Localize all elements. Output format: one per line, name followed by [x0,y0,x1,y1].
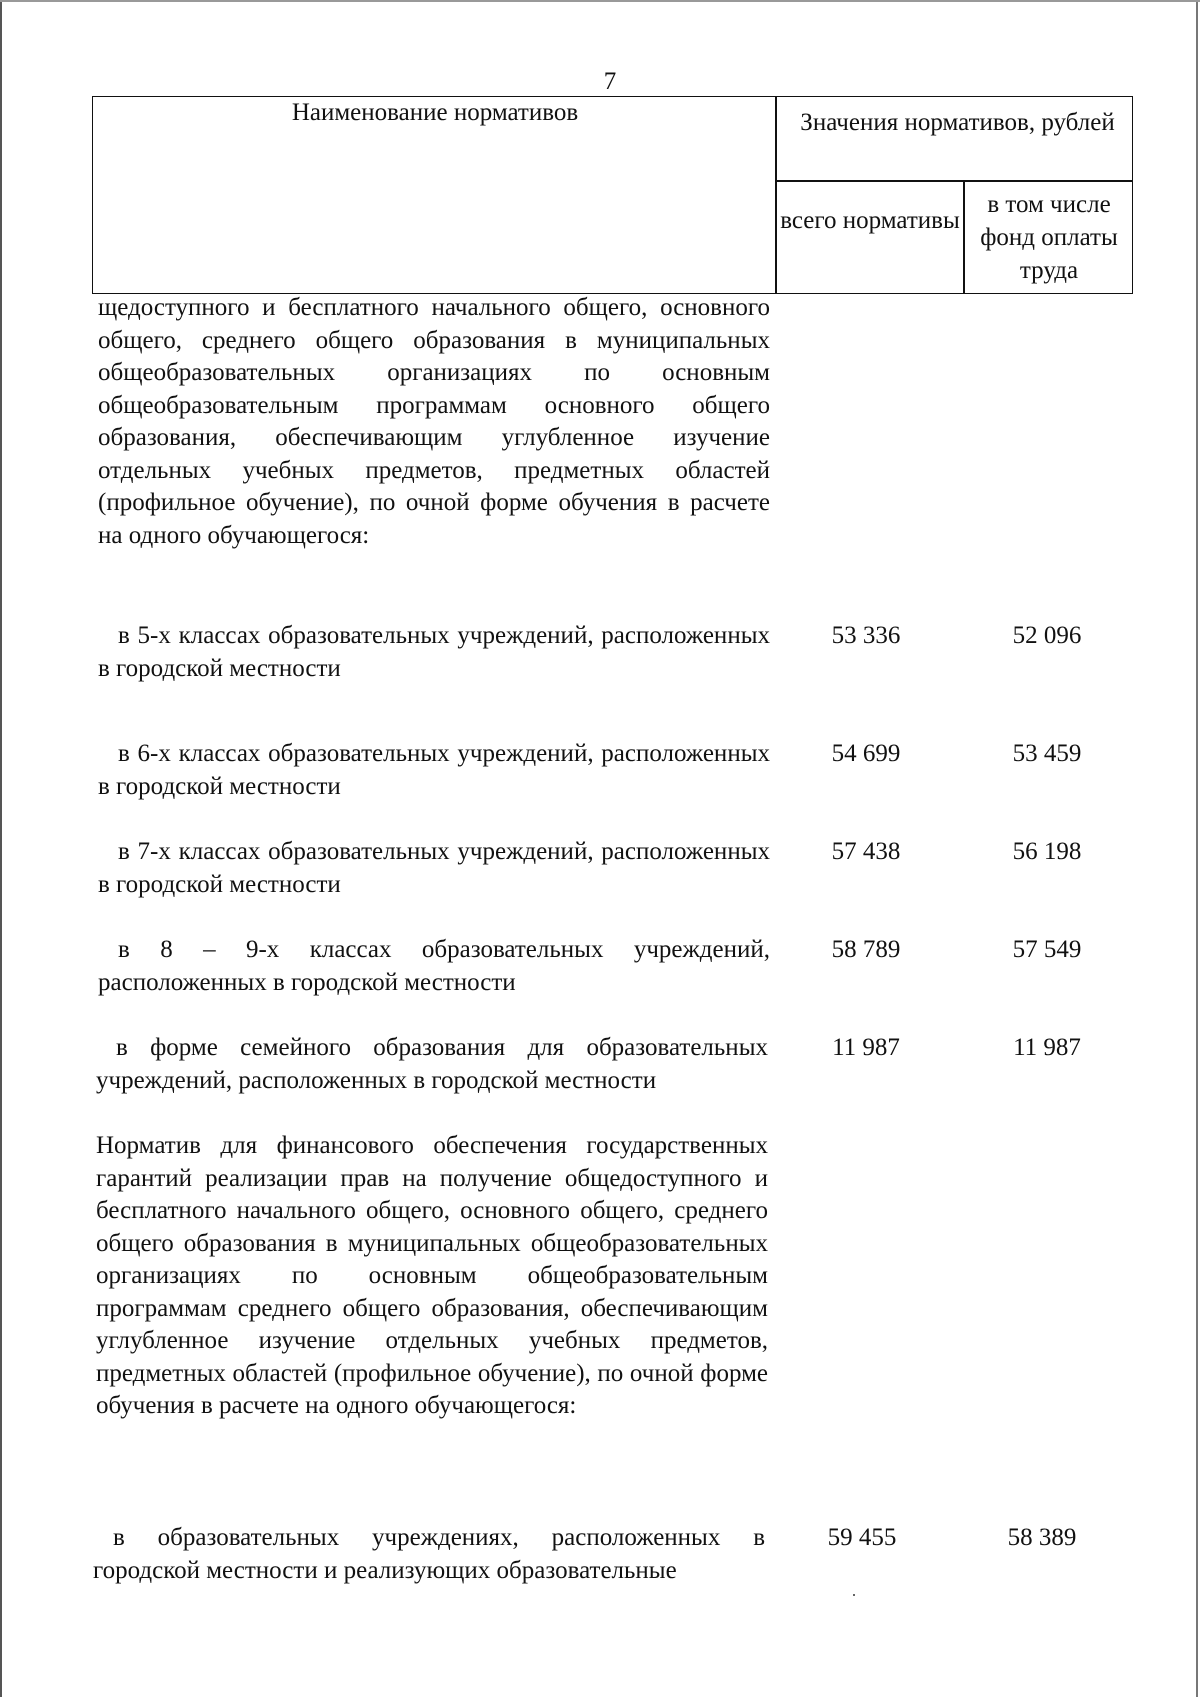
row-label: в форме семейного образования для образовательных учреждений, расположенных в городской местности [96,1034,768,1094]
table-divider [775,96,777,294]
row-total-value: 53 336 [831,622,901,649]
row-label: в 6-х классах образовательных учреждений, расположенных в городской местности [98,740,770,800]
row-wage-value: 58 389 [1007,1524,1077,1551]
row-total-value: 11 987 [832,1034,900,1061]
row-wage-value: 52 096 [1012,622,1082,649]
scan-edge-top [0,0,1200,2]
row-total-value: 57 438 [831,838,901,865]
header-values-column: Значения нормативов, рублей [800,109,1115,136]
row-wage-value: 53 459 [1012,740,1082,767]
row-wage-value: 57 549 [1012,936,1082,963]
second-norm-text: Норматив для финансового обеспечения государственных гарантий реализации прав на получение общедоступного и бесплатного начального общего, основного общего, среднего общего образования в муниципальных общеобразовательных организациях по основным общеобразовательным программам среднего общего образования, обеспечивающим углубленное изучение отдельных учебных предметов, предметных областей (профильное обучение), по очной форме обучения в расчете на одного обучающегося: [96,1132,768,1419]
row-label: в 7-х классах образовательных учреждений, расположенных в городской местности [98,838,770,898]
row-label: в 5-х классах образовательных учреждений, расположенных в городской местности [98,622,770,682]
scan-edge-left [0,0,2,1697]
intro-continuation-text: щедоступного и бесплатного начального общего, основного общего, среднего общего образования в муниципальных общеобразовательных организациях по основным общеобразовательным программам основного общего образования, обеспечивающим углубленное изучение отдельных учебных предметов, предметных областей (профильное обучение), по очной форме обучения в расчете на одного обучающегося: [98,294,770,549]
header-name-column: Наименование нормативов [291,99,579,126]
table-divider [775,180,1133,182]
row-total-value: 59 455 [827,1524,897,1551]
scan-edge-right [1196,0,1198,1697]
row-wage-value: 56 198 [1012,838,1082,865]
header-total-column: всего нормативы [780,207,960,234]
row-label: в образовательных учреждениях, расположенных в городской местности и реализующих образовательные [93,1524,765,1584]
page-number: 7 [603,68,617,95]
row-total-value: 54 699 [831,740,901,767]
row-label: в 8 – 9-х классах образовательных учреждений, расположенных в городской местности [98,936,770,996]
row-total-value: 58 789 [831,936,901,963]
scan-speck [853,1594,855,1596]
row-wage-value: 11 987 [1013,1034,1081,1061]
header-wage-fund-column: в том числе фонд оплаты труда [980,191,1118,284]
